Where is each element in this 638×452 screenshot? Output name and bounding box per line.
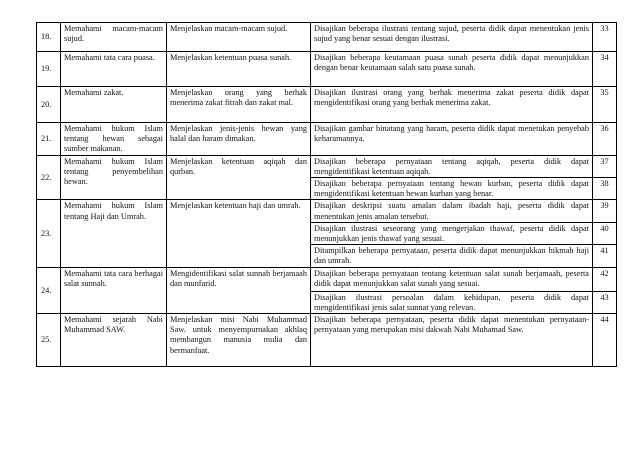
indikator-soal-cell: Disajikan gambar binatang yang haram, peserta didik dapat menetukan penyebab keharamannya. [311,123,593,156]
indikator-soal-cell: Disajikan ilustrasi persoalan dalam kehidupan, peserta didik dapat mengidentifikasi jenis salat sunnat yang relevan. [311,291,593,313]
indikator-soal-cell: Disajikan beberapa pernyataan tentang aqiqah, peserta didik dapat mengidentifikasi ketentuan aqiqah. [311,155,593,177]
row-number: 25. [37,314,61,367]
table-row [37,87,617,123]
nomor-soal-cell: 42 [593,267,617,291]
nomor-soal-cell: 40 [593,222,617,244]
materi-indikator-cell: Menjelaskan ketentuan haji dan umrah. [167,200,311,267]
table-row [37,52,617,87]
materi-indikator-cell: Menjelaskan macam-macam sujud. [167,23,311,52]
nomor-soal-cell: 37 [593,155,617,177]
nomor-soal-cell: 38 [593,178,617,200]
table-row [37,155,617,177]
materi-indikator-cell: Menjelaskan jenis-jenis hewan yang halal dan haram dimakan. [167,123,311,156]
materi-indikator-cell: Menjelaskan misi Nabi Muhammad Saw. untuk menyempurnakan akhlaq membangun manusia mulia dan bermanfaat. [167,314,311,367]
nomor-soal-cell: 35 [593,87,617,123]
row-number: 23. [37,200,61,267]
indikator-soal-cell: Disajikan ilustrasi seseorang yang mengerjakan thawaf, peserta didik dapat menunjukkan jenis thawaf yang sesuai. [311,222,593,244]
row-number: 19. [37,52,61,87]
kompetensi-dasar-cell: Memahami hukum Islam tentang hewan sebagai sumber makanan. [61,123,167,156]
kompetensi-dasar-cell: Memahami tata cara berhagai salat sunnah. [61,267,167,313]
kompetensi-dasar-cell: Memahami macam-macam sujud. [61,23,167,52]
nomor-soal-cell: 44 [593,314,617,367]
kompetensi-dasar-cell: Memahami sejarah Nabi Muhammad SAW. [61,314,167,367]
row-number: 21. [37,123,61,156]
indikator-soal-cell: Ditampilkan beberapa pernyataan, peserta didik dapat menunjukkan hikmah haji dan umrah. [311,245,593,267]
nomor-soal-cell: 33 [593,23,617,52]
row-number: 20. [37,87,61,123]
nomor-soal-cell: 39 [593,200,617,222]
kompetensi-dasar-cell: Memahami hukum Islam tentang penyembelihan hewan. [61,155,167,200]
indikator-soal-cell: Disajikan beberapa pernyataan, peserta didik dapat menentukan pernyataan-pernyataan yang merupakan misi dakwah Nabi Muhamad Saw. [311,314,593,367]
kompetensi-dasar-cell: Memahami zakat. [61,87,167,123]
table-row [37,200,617,222]
table-row [37,314,617,367]
kompetensi-dasar-cell: Memahami hukum Islam tentang Haji dan Umrah. [61,200,167,267]
nomor-soal-cell: 34 [593,52,617,87]
row-number: 22. [37,155,61,200]
materi-indikator-cell: Menjelaskan ketentuan puasa sunah. [167,52,311,87]
row-number: 18. [37,23,61,52]
materi-indikator-cell: Menjelaskan ketentuan aqiqah dan qurban. [167,155,311,200]
kompetensi-dasar-cell: Memahami tata cara puasa. [61,52,167,87]
table-row [37,267,617,291]
table-row [37,23,617,52]
nomor-soal-cell: 36 [593,123,617,156]
indikator-soal-cell: Disajikan deskripsi suatu amalan dalam ibadah haji, peserta didik dapat menentukan jenis amalan tersebut. [311,200,593,222]
table-row [37,123,617,156]
indikator-soal-cell: Disajikan beberapa keutamaan puasa sunah peserta didik dapat menunjukkan dengan benar keutamaan salah satu puasa sunah. [311,52,593,87]
nomor-soal-cell: 43 [593,291,617,313]
kisi-kisi-table [36,22,617,367]
row-number: 24. [37,267,61,313]
materi-indikator-cell: Menjelaskan orang yang berhak menerima zakat fitrah dan zakat mal. [167,87,311,123]
indikator-soal-cell: Disajikan beberapa pernyataan tentang ketentuan salat sunah berjamaah, peserta didik dapat menunjukkan salat sunah yang sesuai. [311,267,593,291]
indikator-soal-cell: Disajikan beberapa ilustrasi tentang sujud, peserta didik dapat menentukan jenis sujud yang benar sesuai dengan ilustrasi. [311,23,593,52]
materi-indikator-cell: Mengidentifikasi salat sunnah berjamaah dan munfarid. [167,267,311,313]
indikator-soal-cell: Disajikan ilustrasi orang yang berhak menerima zakat peserta didik dapat mengidentifikasi orang yang berhak menerima zakat. [311,87,593,123]
indikator-soal-cell: Disajikan beberapa pernyataan tentang hewan kurban, peserta didik dapat mengidentifikasi ketentuan hewan kurban yang benar. [311,178,593,200]
nomor-soal-cell: 41 [593,245,617,267]
